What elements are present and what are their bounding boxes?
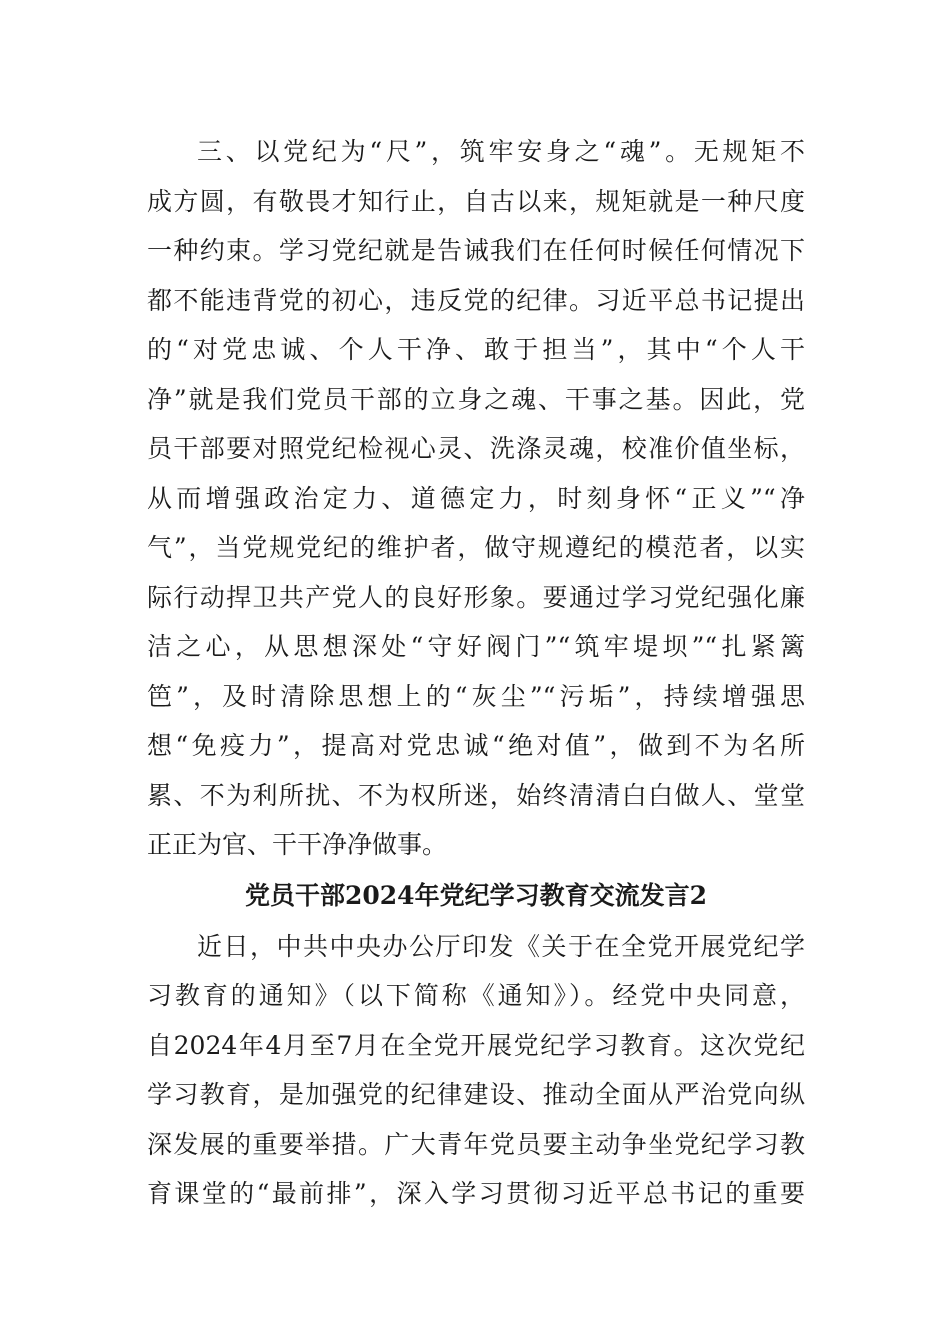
paragraph-line: 从而增强政治定力、道德定力，时刻身怀“正义”“净	[147, 483, 805, 513]
section-2-paragraph	[147, 922, 805, 1219]
paragraph-line: 洁之心，从思想深处“守好阀门”“筑牢堤坝”“扎紧篱	[147, 632, 805, 661]
paragraph-line: 气”，当党规党纪的维护者，做守规遵纪的模范者，以实	[147, 533, 805, 562]
paragraph-line: 育课堂的“最前排”，深入学习贯彻习近平总书记的重要	[147, 1179, 805, 1208]
paragraph-line: 三、以党纪为“尺”，筑牢安身之“魂”。无规矩不	[197, 137, 805, 166]
paragraph-line: 际行动捍卫共产党人的良好形象。要通过学习党纪强化廉	[147, 582, 805, 612]
document-body	[147, 127, 805, 1219]
paragraph-line: 学习教育，是加强党的纪律建设、推动全面从严治党向纵	[147, 1080, 805, 1109]
paragraph-line: 累、不为利所扰、不为权所迷，始终清清白白做人、堂堂	[147, 780, 805, 810]
section-heading: 党员干部2024年党纪学习教育交流发言2	[245, 880, 707, 910]
paragraph-line: 笆”，及时清除思想上的“灰尘”“污垢”，持续增强思	[147, 681, 805, 711]
paragraph-line: 一种约束。学习党纪就是告诫我们在任何时候任何情况下	[147, 236, 805, 265]
paragraph-line: 员干部要对照党纪检视心灵、洗涤灵魂，校准价值坐标，	[147, 434, 805, 463]
paragraph-line: 想“免疫力”，提高对党忠诚“绝对值”，做到不为名所	[147, 731, 805, 760]
paragraph-line: 深发展的重要举措。广大青年党员要主动争坐党纪学习教	[147, 1129, 805, 1159]
paragraph-line: 自2024年4月至7月在全党开展党纪学习教育。这次党纪	[147, 1030, 805, 1060]
paragraph-line: 习教育的通知》（以下简称《通知》）。经党中央同意，	[147, 981, 805, 1010]
paragraph-line: 成方圆，有敬畏才知行止，自古以来，规矩就是一种尺度	[147, 186, 805, 216]
section-1-paragraph	[147, 127, 805, 870]
paragraph-line: 净”就是我们党员干部的立身之魂、干事之基。因此，党	[147, 384, 805, 414]
paragraph-line: 近日，中共中央办公厅印发《关于在全党开展党纪学	[197, 931, 805, 961]
paragraph-line: 都不能违背党的初心，违反党的纪律。习近平总书记提出	[147, 285, 805, 315]
paragraph-line: 正正为官、干干净净做事。	[147, 830, 448, 859]
paragraph-line: 的“对党忠诚、个人干净、敢于担当”，其中“个人干	[147, 335, 805, 364]
